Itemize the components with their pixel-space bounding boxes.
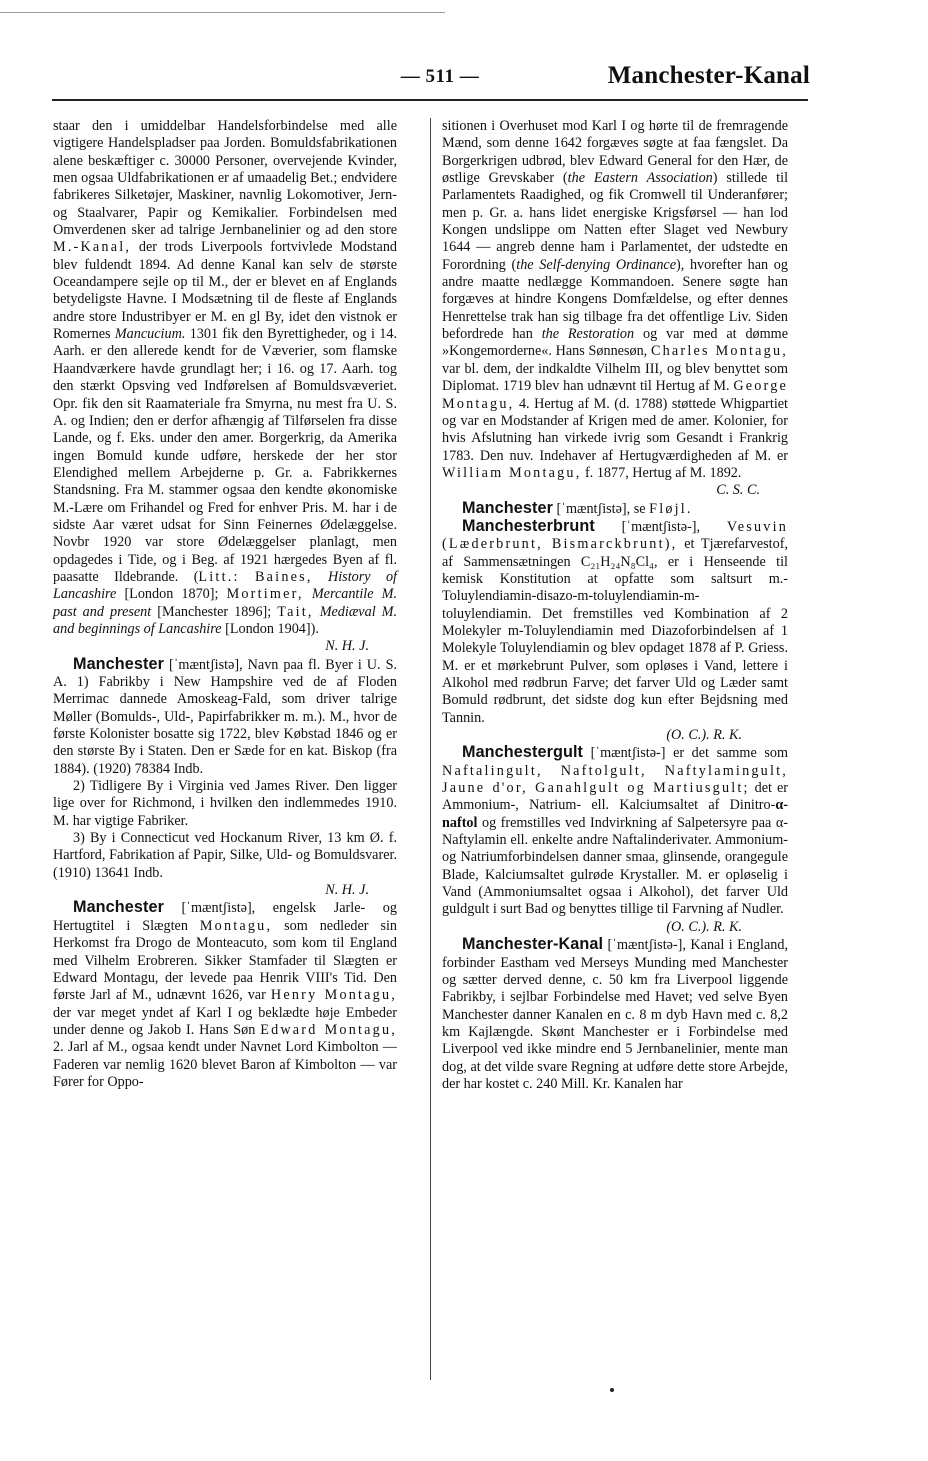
header-rule	[52, 99, 808, 101]
running-head: Manchester-Kanal	[607, 62, 810, 89]
column-divider	[430, 118, 431, 1380]
left-column	[53, 118, 397, 1091]
entry-manchester-title: Manchester [ˈmæntʃistə], engelsk Jarle- og Hertugtitel i Slægten Montagu, som nedleder sin Herkomst fra Drogo de Monteacuto, som kom til England med Vilhelm Erobreren. Sikker Stamfader til Slægten er Edward Montagu, der levede paa Henrik VIII's Tid. Den første Jarl af M., udnævnt 1626, var Henry Montagu, der var meget yndet af Karl I og beklædte høje Embeder under denne og Jakob I. Hans Søn Edward Montagu, 2. Jarl af M., ogsaa kendt under Navnet Lord Kimbolton — Faderen var nemlig 1620 blevet Baron af Kimbolton — var Fører for Oppo-	[53, 898, 398, 1090]
manchester-title-continuation: sitionen i Overhuset mod Karl I og hørte til de fremragende Mænd, som denne 1642 forgæves søgte at faa fængslet. Da Borgerkrigen udbrød, blev Edward General for den Hær, de østlige Grevskaber (the Eastern Association) stillede til Parlamentets Raadighed, og fik Cromwell til Underanfører; men p. Gr. a. hans lidet energiske Krigsførsel — han lod Kongen undslippe om Natten efter Slaget ved Newbury 1644 — angreb denne ham i Parlamentet, der udstedte en Forordning (the Self-denying Ordinance), hvorefter han og andre maatte nedlægge Kommandoen. Senere søgte han forgæves at hindre Kongens Domfældelse, og efter dennes Henrettelse trak han sig tilbage fra det offentlige Liv. Siden befordrede han the Restoration og var med at dømme »Kongemorderne«. Hans Sønnesøn, Charles Montagu, var bl. dem, der indkaldte Vilhelm III, og blev benyttet som Diplomat. 1719 blev han udnævnt til Hertug af M. George Montagu, 4. Hertug af M. (d. 1788) støttede Whigpartiet og var en Modstander af Krigen med de amer. Kolonier, for hvis Afslutning han virkede ivrig som Gesandt i Frankrig 1783. Den nuv. Indehaver af Hertugværdigheden af M. er William Montagu, f. 1877, Hertug af M. 1892.	[442, 118, 789, 481]
entry-manchester-usa: Manchester [ˈmæntʃistə], Navn paa fl. Byer i U. S. A. 1) Fabrikby i New Hampshire ved de af Floden Merrimac dannede Amoskeag-Fald, som driver talrige Møller (Bomulds-, Uld-, Papirfabrikker m. m.). M., hvor de første Kolonister bosatte sig 1722, blev Købstad 1846 og er den største By i Staten. Den er Sæde for en kat. Biskop (fra 1884). (1920) 78384 Indb.	[53, 654, 398, 777]
entry-manchesterbrunt: Manchesterbrunt [ˈmæntʃistə-], Vesuvin (Læderbrunt, Bismarckbrunt), et Tjærefarvestof, af Sammensætningen C₂₁H₂₄N₈Cl₄, er i Henseende til kemisk Konstitution at opfatte som saltsurt m.-Toluylendiamin-disazo-m-toluylendiamin-m-toluylendiamin. Det fremstilles ved Kombination af 2 Molekyler m-Toluylendiamin med Diazoforbindelsen af 1 Molekyle Toluylendiamin og blev opdaget 1878 af P. Griess. M. er et mørkebrunt Pulver, som opløses i Vand, lettere i Alkohol med rødbrun Farve; det farver Uld og Læder samt Bomuld rødbrunt, det sidste dog kun efter Bejdsning med Tannin.	[442, 516, 789, 726]
signature: C. S. C.	[716, 482, 760, 499]
entry-manchestergult: Manchestergult [ˈmæntʃistə-] er det samme som Naftalingult, Naftolgult, Naftylamingult, Jaune d'or, Ganahlgult og Martiusgult; det er Ammonium-, Natrium- ell. Kalciumsaltet af Dinitro-α-naftol og fremstilles ved Indvirkning af Salpetersyre paa α-Naftylamin ell. enkelte andre Naftalinderivater. Ammonium- og Natriumforbindelsen danner smaa, glinsende, orangegule Blade, Kalciumsaltet gulrøde Krystaller. M. er opløselig i Vand (Ammoniumsaltet ogsaa i Alkohol), det farver Uld guldgult i surt Bad og benyttes tillige til Farvning af Nudler.	[442, 743, 788, 918]
signature: N. H. J.	[325, 882, 369, 899]
ink-speck	[610, 1388, 614, 1392]
headword: Manchester-Kanal	[462, 935, 604, 954]
headword: Manchester	[73, 898, 164, 917]
right-column	[442, 118, 788, 1093]
headword: Manchester	[73, 654, 164, 673]
headword: Manchester	[462, 498, 553, 517]
manchester-city-continuation: staar den i umiddelbar Handelsforbindelse med alle vigtigere Handelspladser paa Jorden. Bomuldsfabrikationen alene beskæftiger c. 30000 Personer, overvejende Kvinder, men ogsaa Uldfabrikationen er af umaadelig Bet.; endvidere fabrikeres Silketøjer, Maskiner, navnlig Lokomotiver, Jern- og Staalvarer, Papir og Kemikalier. Forbindelsen med Omverdenen sker ad talrige Jernbanelinier og ad den store M.-Kanal, der trods Liverpools fortvivlede Modstand blev fuldendt 1894. Ad denne Kanal kan selv de største Oceandampere sejle op til M., der er blevet en af Englands betydeligste Havne. I Modsætning til de fleste af Englands andre store Industribyer er M. en gl By, idet den vistnok er Romernes Mancucium. 1301 fik den Byrettigheder, og i 14. Aarh. er den allerede kendt for de Væverier, som flamske Haandværkere havde grundlagt her; i 16. og 17. Aarh. tog den stærkt Opsving ved Indførelsen af Bomuldsvæveriet. Opr. fik den sit Raamateriale fra Smyrna, nu mest fra U. S. A. og Indien; den er derfor afhængig af Tilførselen fra disse Lande, og f. Eks. under den amer. Borgerkrig, da Amerika ingen Bomuld kunde udføre, herskede der her stor Elendighed mellem Arbejderne p. Gr. a. Fabrikkernes Standsning. Fra M. stammer ogsaa den kendte økonomiske M.-Lære om Frihandel og Fred for enhver Pris. M. har i de sidste Aar været udsat for Sinn Feinernes Ødelæggelse. Novbr 1920 var store Ødelæggelser planlagt, men opdagedes i Tide, og i Beg. af 1921 hærgedes Byen af fl. paasatte Ildebrande. (Litt.: Baines, History of Lancashire [London 1870]; Mortimer, Mercantile M. past and present [Manchester 1896]; Tait, Mediæval M. and beginnings of Lancashire [London 1904]).	[53, 118, 398, 637]
entry-manchester-velvet: Manchester [ˈmæntʃistə], se Fløjl.	[462, 498, 693, 517]
signature: N. H. J.	[325, 638, 369, 655]
headword: Manchestergult	[462, 743, 584, 762]
headword: Manchesterbrunt	[462, 516, 595, 535]
signature: (O. C.). R. K.	[666, 918, 742, 935]
signature: (O. C.). R. K.	[666, 727, 742, 744]
entry-manchester-usa-2: 2) Tidligere By i Virginia ved James River. Den ligger lige over for Richmond, i hvilken den indlemmedes 1910. M. har vigtige Fabriker.	[53, 778, 397, 829]
cross-reference: Fløjl.	[649, 500, 693, 517]
scan-edge-rule	[0, 12, 445, 13]
page-number: — 511 —	[400, 66, 480, 87]
entry-manchester-usa-3: 3) By i Connecticut ved Hockanum River, 13 km Ø. f. Hartford, Fabrikation af Papir, Silke, Uld- og Bomuldsvarer. (1910) 13641 Indb.	[53, 830, 397, 881]
entry-manchester-kanal: Manchester-Kanal [ˈmæntʃistə-], Kanal i England, forbinder Eastham ved Merseys Munding med Manchester og sætter derved denne, c. 50 km fra Liverpool liggende Fabrikby, i sejlbar Forbindelse med Havet; ved selve Byen Manchester danner Kanalen en c. 8 m dyb Havn med c. 8,2 km Kajlængde. Skønt Manchester er i Forbindelse med Liverpool ved ikke mindre end 5 Jernbanelinier, mente man dog, at det vilde svare Regning at udføre dette store Arbejde, der har kostet c. 240 Mill. Kr. Kanalen har	[442, 935, 788, 1092]
